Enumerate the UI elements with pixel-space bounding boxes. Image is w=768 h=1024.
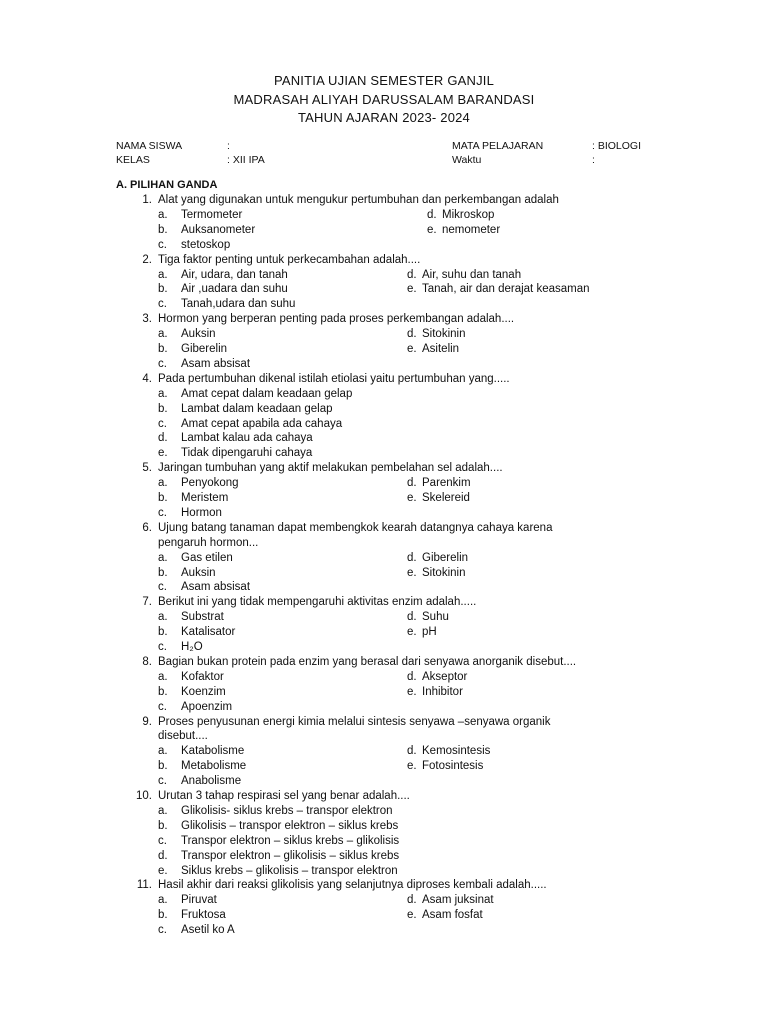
question-number: 4. (142, 372, 152, 385)
question-text: Tiga faktor penting untuk perkecambahan adalah.... (158, 253, 421, 266)
nama-siswa-value: : (227, 140, 230, 152)
option-letter: b. (158, 819, 168, 832)
option-letter: e. (407, 343, 417, 355)
answer-option: Glikolisis- siklus krebs – transpor elektron (181, 804, 393, 817)
answer-option: Auksin (181, 328, 216, 341)
option-letter: d. (158, 432, 168, 445)
mata-pelajaran-value: : BIOLOGI (592, 140, 642, 152)
option-letter: b. (158, 492, 168, 504)
answer-option: Tanah, air dan derajat keasaman (422, 283, 590, 296)
option-letter: a. (158, 894, 168, 907)
option-letter: e. (427, 223, 437, 236)
option-letter: d. (407, 551, 417, 564)
answer-option: Sitokinin (422, 566, 466, 579)
answer-option: nemometer (442, 223, 501, 236)
option-letter: e. (407, 909, 417, 922)
option-letter: a. (158, 328, 168, 341)
option-letter: c. (158, 238, 167, 251)
option-letter: b. (158, 626, 168, 639)
option-letter: e. (158, 864, 168, 877)
question-text: Urutan 3 tahap respirasi sel yang benar adalah.... (158, 790, 410, 802)
answer-option: Transpor elektron – glikolisis – siklus krebs (181, 849, 400, 862)
answer-option: Asam absisat (181, 357, 251, 370)
answer-option: Lambat dalam keadaan gelap (181, 402, 333, 415)
option-letter: d. (407, 477, 417, 490)
option-letter: e. (407, 283, 417, 296)
option-letter: b. (158, 685, 168, 698)
option-letter: c. (158, 417, 167, 430)
answer-option: Fruktosa (181, 909, 226, 922)
option-letter: c. (158, 775, 167, 788)
option-letter: b. (158, 343, 168, 355)
waktu-label: Waktu (452, 154, 482, 166)
answer-option: Anabolisme (181, 775, 242, 788)
option-letter: e. (407, 760, 417, 773)
question-text: Proses penyusunan energi kimia melalui sintesis senyawa –senyawa organik (158, 715, 551, 728)
option-letter: b. (158, 909, 168, 922)
question-number: 2. (142, 253, 152, 266)
question-number: 9. (142, 715, 152, 728)
answer-option: Giberelin (422, 551, 469, 564)
option-letter: c. (158, 924, 167, 937)
answer-option: Skelereid (422, 492, 470, 504)
answer-option: Substrat (181, 611, 224, 624)
option-letter: d. (407, 670, 417, 683)
answer-option: Suhu (422, 611, 449, 624)
question-number: 6. (142, 521, 152, 534)
option-letter: a. (158, 477, 168, 490)
option-letter: a. (158, 387, 168, 400)
answer-option: Asam juksinat (422, 894, 494, 907)
answer-option: Mikroskop (442, 208, 495, 221)
answer-option: Amat cepat dalam keadaan gelap (181, 387, 353, 400)
answer-option: Air, udara, dan tanah (181, 268, 288, 281)
answer-option: Air, suhu dan tanah (422, 268, 522, 281)
option-letter: d. (407, 268, 417, 281)
answer-option: pH (422, 626, 437, 639)
question-text: pengaruh hormon... (158, 536, 259, 549)
question-text: Jaringan tumbuhan yang aktif melakukan pembelahan sel adalah.... (158, 462, 503, 475)
answer-option: Gas etilen (181, 551, 233, 564)
answer-option: Hormon (181, 506, 222, 519)
question-number: 8. (142, 655, 152, 668)
answer-option: Asetil ko A (181, 924, 235, 937)
answer-option: Tidak dipengaruhi cahaya (181, 447, 313, 460)
header-title-1: PANITIA UJIAN SEMESTER GANJIL (273, 73, 495, 88)
question-number: 1. (142, 194, 152, 206)
option-letter: c. (158, 506, 167, 519)
question-number: 10. (136, 790, 152, 802)
answer-option: Meristem (181, 492, 229, 504)
question-number: 7. (142, 596, 152, 609)
question-number: 3. (142, 313, 152, 326)
option-letter: a. (158, 670, 168, 683)
option-letter: e. (407, 685, 417, 698)
answer-option: Auksin (181, 566, 216, 579)
answer-option: Asam fosfat (422, 909, 483, 922)
option-letter: c. (158, 834, 167, 847)
option-letter: d. (158, 849, 168, 862)
answer-option: Koenzim (181, 685, 226, 698)
option-letter: e. (407, 492, 417, 504)
option-letter: d. (427, 208, 437, 221)
option-letter: a. (158, 551, 168, 564)
answer-option: Asitelin (422, 343, 460, 355)
answer-option: Parenkim (422, 477, 471, 490)
answer-option: Fotosintesis (422, 760, 484, 773)
option-letter: b. (158, 760, 168, 773)
option-letter: a. (158, 745, 168, 758)
answer-option: Giberelin (181, 343, 228, 355)
question-number: 11. (136, 879, 152, 892)
option-letter: e. (407, 626, 417, 639)
question-text: Berikut ini yang tidak mempengaruhi aktivitas enzim adalah..... (158, 596, 477, 609)
option-letter: c. (158, 641, 167, 653)
option-letter: d. (407, 745, 417, 758)
answer-option: Apoenzim (181, 700, 233, 713)
answer-option: Katabolisme (181, 745, 245, 758)
answer-option: Amat cepat apabila ada cahaya (181, 417, 343, 430)
option-letter: c. (158, 581, 167, 594)
question-text: Bagian bukan protein pada enzim yang berasal dari senyawa anorganik disebut.... (158, 655, 577, 668)
answer-option: Lambat kalau ada cahaya (181, 432, 313, 445)
answer-option: Tanah,udara dan suhu (181, 298, 296, 311)
option-letter: a. (158, 268, 168, 281)
option-letter: b. (158, 566, 168, 579)
option-letter: c. (158, 700, 167, 713)
header-title-2: MADRASAH ALIYAH DARUSSALAM BARANDASI (233, 92, 535, 107)
option-letter: b. (158, 402, 168, 415)
answer-option: Katalisator (181, 626, 236, 639)
nama-siswa-label: NAMA SISWA (116, 140, 183, 152)
answer-option: Kemosintesis (422, 745, 491, 758)
answer-option: Metabolisme (181, 760, 247, 773)
waktu-value: : (592, 154, 595, 166)
question-text: Ujung batang tanaman dapat membengkok kearah datangnya cahaya karena (158, 521, 553, 534)
answer-option: Auksanometer (181, 223, 256, 236)
option-letter: d. (407, 611, 417, 624)
answer-option: Air ,uadara dan suhu (181, 283, 288, 296)
answer-option: Akseptor (422, 670, 468, 683)
option-letter: d. (407, 328, 417, 341)
answer-option: stetoskop (181, 238, 231, 251)
answer-option: H₂O (181, 641, 203, 653)
question-text: Hasil akhir dari reaksi glikolisis yang selanjutnya diproses kembali adalah..... (158, 879, 547, 892)
mata-pelajaran-label: MATA PELAJARAN (452, 140, 544, 152)
kelas-label: KELAS (116, 154, 150, 166)
answer-option: Asam absisat (181, 581, 251, 594)
answer-option: Penyokong (181, 477, 239, 490)
question-text: Hormon yang berperan penting pada proses perkembangan adalah.... (158, 313, 515, 326)
kelas-value: : XII IPA (227, 154, 265, 166)
option-letter: d. (407, 894, 417, 907)
option-letter: a. (158, 804, 168, 817)
answer-option: Siklus krebs – glikolisis – transpor elektron (181, 864, 398, 877)
option-letter: a. (158, 611, 168, 624)
option-letter: c. (158, 298, 167, 311)
answer-option: Kofaktor (181, 670, 224, 683)
answer-option: Glikolisis – transpor elektron – siklus krebs (181, 819, 399, 832)
option-letter: e. (158, 447, 168, 460)
option-letter: a. (158, 208, 168, 221)
header-title-3: TAHUN AJARAN 2023- 2024 (298, 110, 470, 125)
answer-option: Termometer (181, 208, 243, 221)
question-text: Alat yang digunakan untuk mengukur pertumbuhan dan perkembangan adalah (158, 194, 559, 206)
section-heading: A. PILIHAN GANDA (116, 179, 218, 191)
option-letter: e. (407, 566, 417, 579)
answer-option: Transpor elektron – siklus krebs – glikolisis (181, 834, 400, 847)
answer-option: Piruvat (181, 894, 217, 907)
question-text: Pada pertumbuhan dikenal istilah etiolasi yaitu pertumbuhan yang..... (158, 372, 510, 385)
option-letter: b. (158, 223, 168, 236)
question-text: disebut.... (158, 730, 208, 743)
answer-option: Inhibitor (422, 685, 463, 698)
option-letter: c. (158, 357, 167, 370)
answer-option: Sitokinin (422, 328, 466, 341)
option-letter: b. (158, 283, 168, 296)
question-number: 5. (142, 462, 152, 475)
